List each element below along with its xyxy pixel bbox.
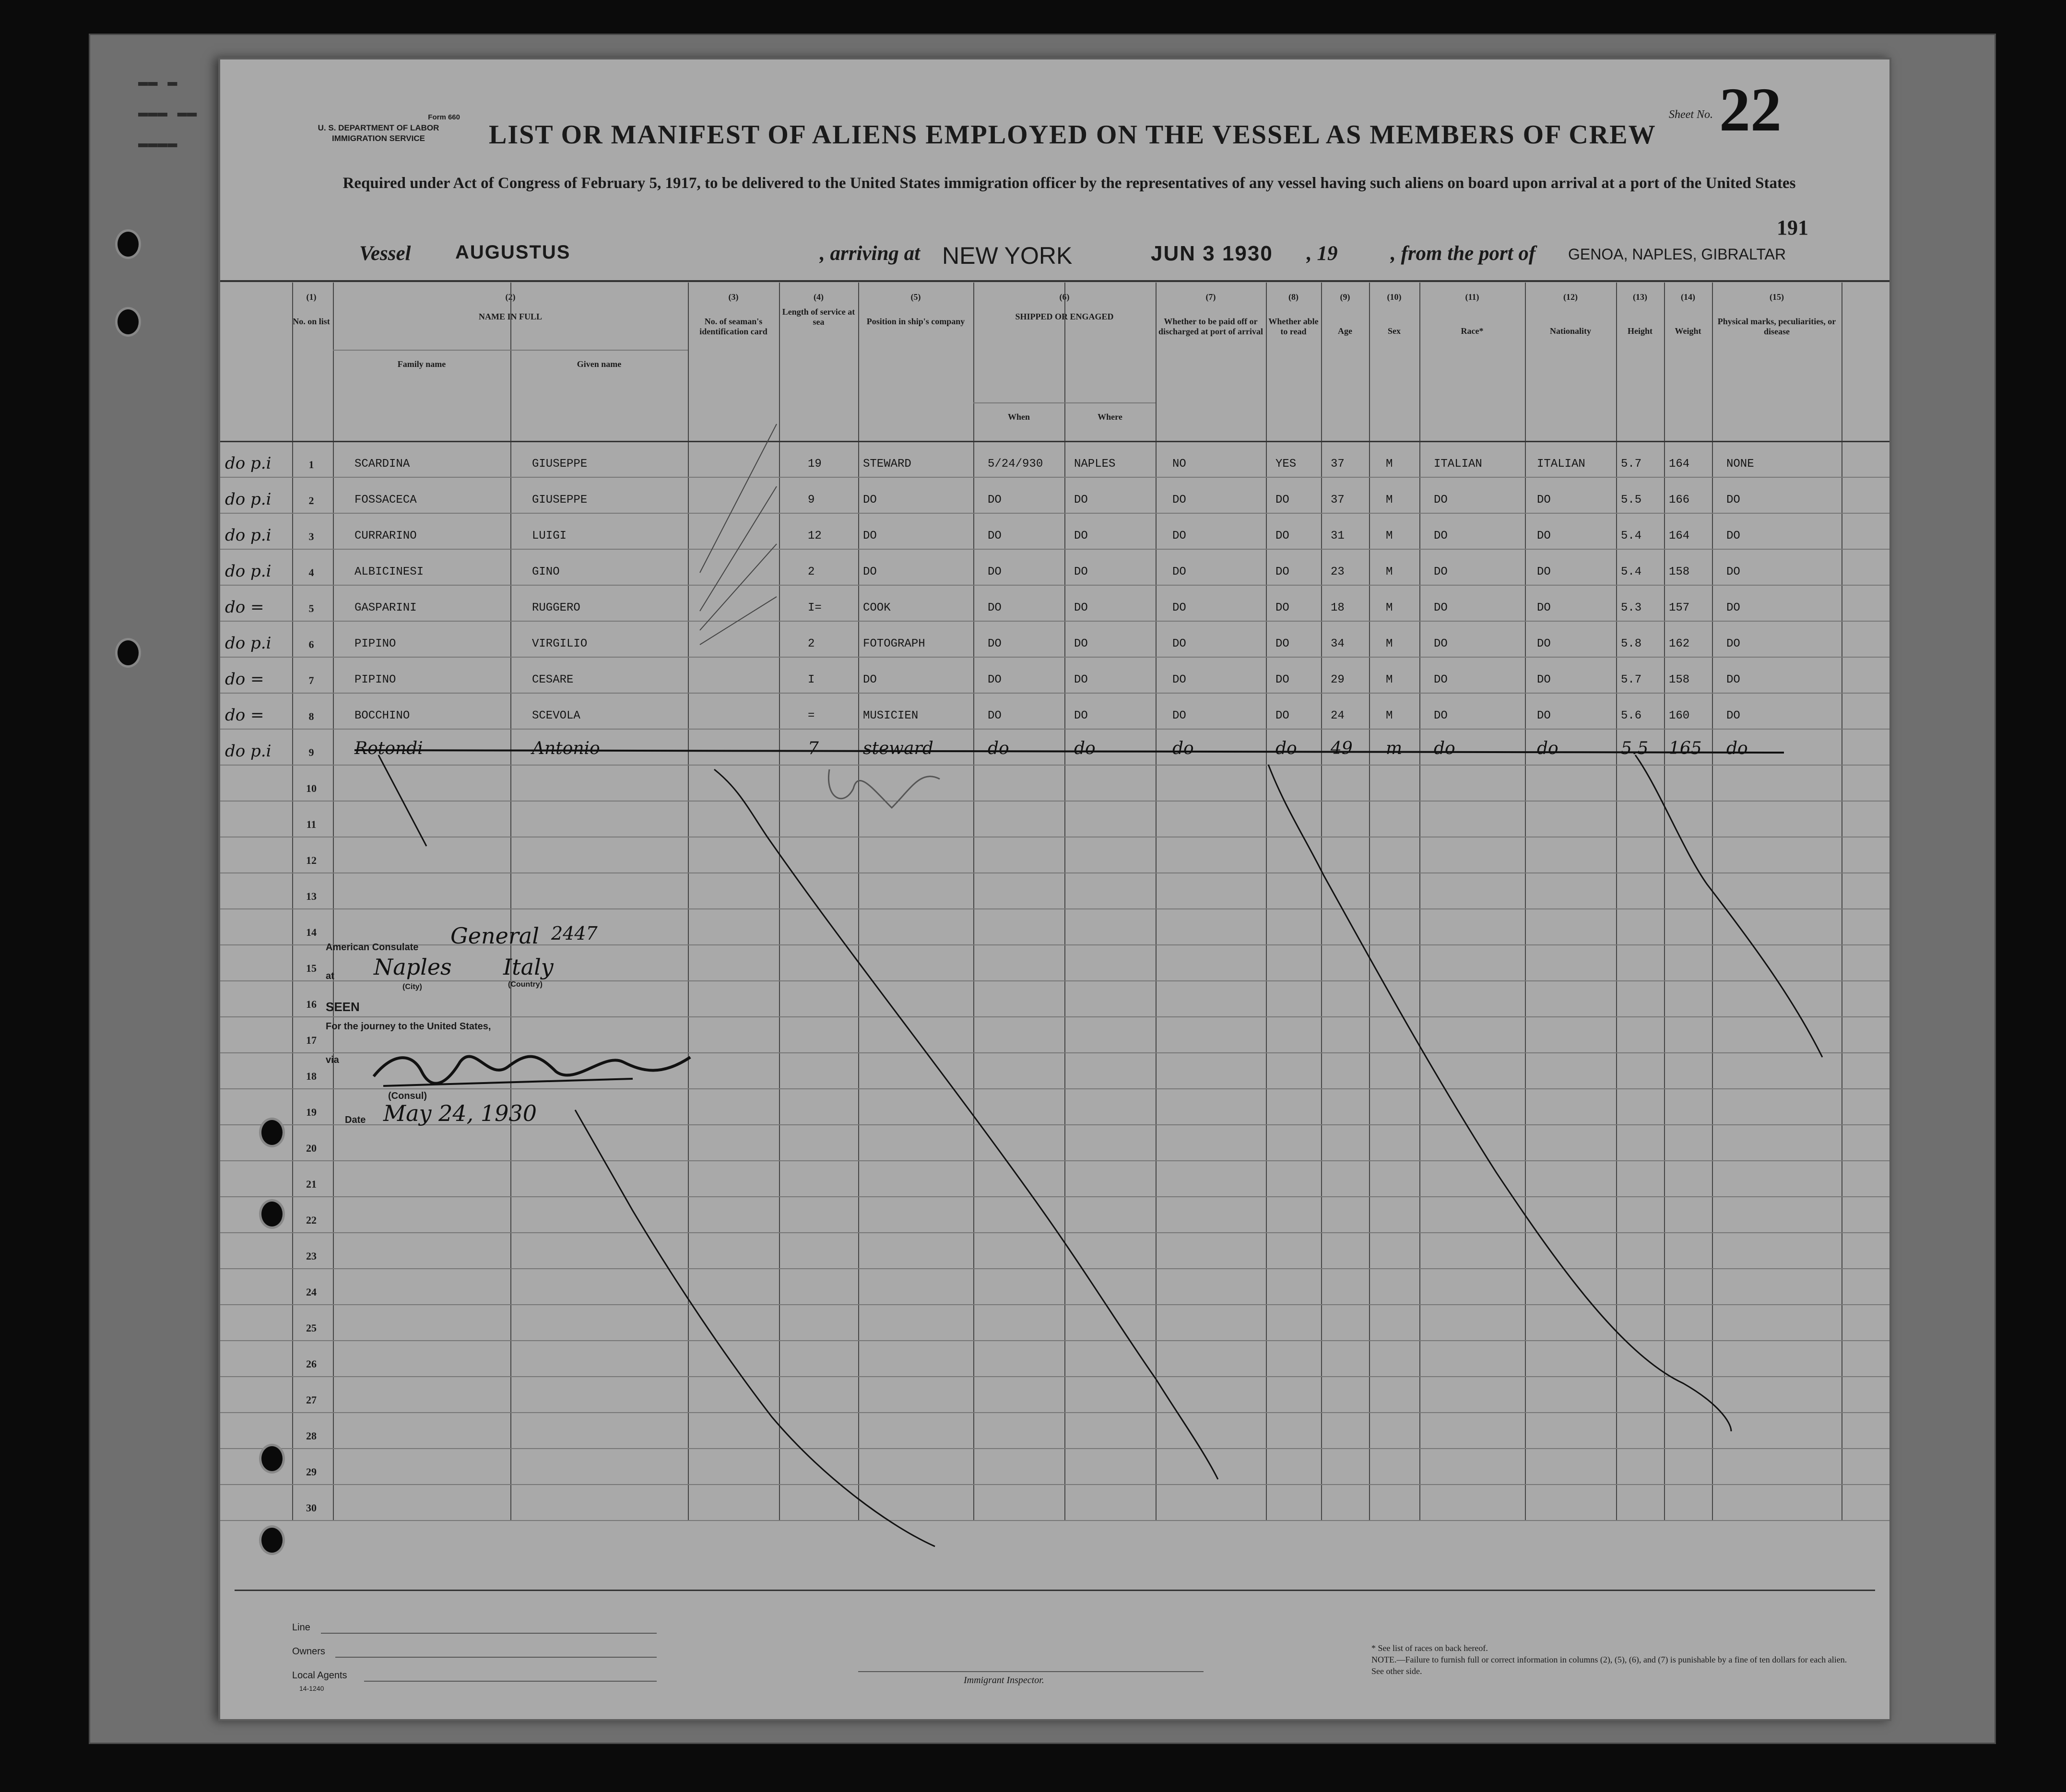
col3-header: (3) No. of seaman's identification card [699,292,767,336]
row-number: 21 [306,1178,317,1190]
row-number: 9 [308,746,314,758]
cell-weight: 158 [1669,673,1690,686]
cell-when: DO [988,709,1002,722]
service-name: IMMIGRATION SERVICE [332,134,425,143]
owners-field [335,1657,657,1658]
margin-annotation: do p.i [225,454,272,473]
document-title: LIST OR MANIFEST OF ALIENS EMPLOYED ON THE VESSEL AS MEMBERS OF CREW [489,120,1656,150]
cell-position: steward [863,739,933,758]
row-number: 4 [308,566,314,578]
cell-paid: DO [1172,709,1186,722]
cell-nationality: DO [1537,673,1551,686]
cell-nationality: DO [1537,566,1551,578]
cell-service: I= [808,601,822,614]
cell-family: PIPINO [354,673,396,686]
col8-header: (8) Whether able to read [1268,292,1319,336]
cell-read: DO [1275,530,1289,542]
department-name: U. S. DEPARTMENT OF LABOR [318,123,439,132]
cell-family: BOCCHINO [354,709,410,722]
cell-read: DO [1275,494,1289,507]
form-number: Form 660 [428,113,460,121]
cell-race: DO [1434,637,1448,650]
cell-where: do [1074,739,1096,758]
binder-hole [259,1199,285,1229]
cancellation-lines [220,59,1889,1719]
margin-annotation: do p.i [225,634,272,653]
cell-marks: do [1726,739,1748,758]
cell-weight: 160 [1669,709,1690,722]
cell-when: DO [988,637,1002,650]
sheet-number: 22 [1719,75,1782,144]
cell-position: DO [863,673,877,686]
cell-marks: DO [1726,494,1740,507]
sheet-number-label: Sheet No. [1669,108,1713,121]
cell-marks: NONE [1726,458,1754,471]
cell-height: 5.5 [1621,494,1642,507]
col6b-header: Where [1098,412,1122,422]
cell-paid: do [1172,739,1194,758]
row-number: 27 [306,1394,317,1406]
cell-sex: M [1386,494,1393,507]
footnote-penalty: NOTE.—Failure to furnish full or correct information in columns (2), (5), (6), and (7) is punishable by a fine of ten dollars for each alien. See other side. [1371,1655,1847,1676]
row-number: 12 [306,854,317,866]
binder-hole [259,1525,285,1555]
cell-sex: M [1386,530,1393,542]
cell-where: DO [1074,530,1088,542]
arriving-label: , arriving at [820,242,921,265]
line-label: Line [292,1622,310,1633]
owners-label: Owners [292,1646,325,1657]
margin-annotation: do p.i [225,742,272,761]
cell-age: 24 [1331,709,1345,722]
cell-when: DO [988,673,1002,686]
cell-position: DO [863,530,877,542]
cell-service: 2 [808,637,815,650]
cell-family: FOSSACECA [354,494,417,507]
cell-race: DO [1434,530,1448,542]
cell-age: 34 [1331,637,1345,650]
binder-hole [115,229,141,259]
cell-given: GINO [532,566,560,578]
binder-hole [259,1444,285,1474]
col11-header: (11) Race* [1461,292,1484,336]
row-number: 25 [306,1322,317,1334]
cell-age: 49 [1331,739,1353,758]
cell-when: DO [988,601,1002,614]
cell-family: ALBICINESI [354,566,424,578]
cell-nationality: DO [1537,637,1551,650]
arrival-port: NEW YORK [942,242,1073,269]
cell-height: 5.7 [1621,673,1642,686]
cell-marks: DO [1726,637,1740,650]
row-number: 13 [306,890,317,902]
cell-service: 7 [808,739,819,758]
cell-nationality: DO [1537,530,1551,542]
row-number: 3 [308,531,314,542]
cell-position: DO [863,566,877,578]
row-number: 18 [306,1070,317,1082]
footnote [1371,1642,1851,1677]
col5-header: (5) Position in ship's company [866,292,965,326]
cell-race: DO [1434,601,1448,614]
row-number: 8 [308,710,314,722]
cell-when: DO [988,494,1002,507]
under-page-stamp: ▬▬ ▬ ▬▬▬ ▬▬ ▬▬▬▬ [138,73,197,153]
cell-position: STEWARD [863,458,911,471]
cell-paid: DO [1172,566,1186,578]
row-number: 7 [308,674,314,686]
page-number: 191 [1777,216,1808,239]
cell-marks: DO [1726,530,1740,542]
col15-header: (15) Physical marks, peculiarities, or disease [1717,292,1836,336]
cell-height: 5.7 [1621,458,1642,471]
cell-service: I [808,673,815,686]
from-port-label: , from the port of [1391,242,1536,265]
cell-weight: 157 [1669,601,1690,614]
col1-header: (1) No. on list [293,292,330,326]
cell-given: GIUSEPPE [532,458,588,471]
cell-given: RUGGERO [532,601,580,614]
margin-annotation: do p.i [225,490,272,509]
cell-height: 5.6 [1621,709,1642,722]
row-number: 16 [306,998,317,1010]
city-label: (City) [402,983,422,991]
american-consulate-label: American Consulate [326,942,419,953]
cell-weight: 158 [1669,566,1690,578]
cell-family: CURRARINO [354,530,417,542]
consulate-type: General [450,923,539,949]
cell-marks: DO [1726,601,1740,614]
cell-nationality: do [1537,739,1558,758]
cell-where: DO [1074,637,1088,650]
cell-family: Rotondi [354,739,423,758]
cell-paid: NO [1172,458,1186,471]
binder-hole [115,307,141,337]
cell-height: 5.5 [1621,739,1649,758]
cell-where: DO [1074,709,1088,722]
cell-where: DO [1074,494,1088,507]
cell-read: DO [1275,709,1289,722]
cell-position: MUSICIEN [863,709,919,722]
row-number: 5 [308,602,314,614]
cell-service: 19 [808,458,822,471]
row-number: 15 [306,962,317,974]
footer-rule [235,1590,1875,1591]
cell-read: do [1275,739,1297,758]
margin-annotation: do p.i [225,526,272,545]
row-number: 19 [306,1106,317,1118]
row-number: 6 [308,638,314,650]
cell-age: 29 [1331,673,1345,686]
col7-header: (7) Whether to be paid off or discharged at port of arrival [1158,292,1263,336]
cell-nationality: ITALIAN [1537,458,1585,471]
cell-given: GIUSEPPE [532,494,588,507]
cell-position: FOTOGRAPH [863,637,925,650]
cell-nationality: DO [1537,494,1551,507]
cell-service: 12 [808,530,822,542]
col2b-header: Given name [577,359,622,369]
cell-age: 18 [1331,601,1345,614]
col10-header: (10) Sex [1387,292,1402,336]
cell-read: DO [1275,637,1289,650]
col6a-header: When [1007,412,1030,422]
cell-given: VIRGILIO [532,637,588,650]
cell-race: DO [1434,709,1448,722]
cell-age: 37 [1331,458,1345,471]
cell-weight: 165 [1669,739,1702,758]
col12-header: (12) Nationality [1549,292,1591,336]
act-of-congress-text: Required under Act of Congress of February 5, 1917, to be delivered to the United States immigration officer by the representatives of any vessel having such aliens on board upon arrival at a port of the United States [342,175,1796,192]
cell-paid: DO [1172,673,1186,686]
cell-where: DO [1074,566,1088,578]
seen-label: SEEN [326,1000,360,1014]
cell-given: LUIGI [532,530,567,542]
departure-ports: GENOA, NAPLES, GIBRALTAR [1568,246,1786,263]
cell-paid: DO [1172,494,1186,507]
cell-where: NAPLES [1074,458,1116,471]
cell-position: COOK [863,601,891,614]
local-agents-field [364,1681,657,1682]
country-label: (Country) [508,980,543,989]
cell-service: 2 [808,566,815,578]
margin-annotation: do p.i [225,562,272,581]
cell-marks: DO [1726,566,1740,578]
cell-given: CESARE [532,673,574,686]
col6-header: (6) SHIPPED OR ENGAGED [1015,292,1114,321]
row-number: 23 [306,1250,317,1262]
arrival-date-stamp: JUN 3 1930 [1151,242,1273,265]
col14-header: (14) Weight [1675,292,1701,336]
margin-annotation: do = [225,706,264,725]
margin-annotation: do = [225,670,264,689]
row-number: 1 [308,459,314,471]
cell-weight: 164 [1669,458,1690,471]
cell-marks: DO [1726,709,1740,722]
consul-label: (Consul) [388,1091,427,1101]
cell-age: 31 [1331,530,1345,542]
cell-given: SCEVOLA [532,709,580,722]
cell-when: DO [988,530,1002,542]
row-number: 30 [306,1502,317,1514]
footnote-races: * See list of races on back hereof. [1371,1643,1488,1653]
cell-height: 5.4 [1621,530,1642,542]
cell-sex: m [1386,739,1403,758]
cell-age: 23 [1331,566,1345,578]
cell-race: DO [1434,494,1448,507]
cell-race: DO [1434,566,1448,578]
vessel-label: Vessel [359,242,411,265]
cell-weight: 166 [1669,494,1690,507]
cell-where: DO [1074,673,1088,686]
col13-header: (13) Height [1628,292,1653,336]
cell-sex: M [1386,637,1393,650]
cell-position: DO [863,494,877,507]
cell-where: DO [1074,601,1088,614]
cell-read: DO [1275,601,1289,614]
form-code: 14-1240 [299,1685,324,1692]
cell-weight: 162 [1669,637,1690,650]
row-number: 29 [306,1466,317,1478]
col2-header: (2) NAME IN FULL [478,292,542,321]
col4-header: (4) Length of service at sea [782,292,855,327]
manifest-sheet [218,58,1891,1721]
cell-read: YES [1275,458,1297,471]
row-number: 26 [306,1358,317,1370]
col9-header: (9) Age [1338,292,1352,336]
cell-when: 5/24/930 [988,458,1043,471]
binder-hole [115,638,141,668]
binder-hole [259,1118,285,1147]
margin-annotation: do = [225,598,264,617]
cell-marks: DO [1726,673,1740,686]
local-agents-label: Local Agents [292,1670,347,1681]
cell-paid: DO [1172,637,1186,650]
cell-height: 5.8 [1621,637,1642,650]
cell-when: do [988,739,1009,758]
cell-family: PIPINO [354,637,396,650]
cell-age: 37 [1331,494,1345,507]
cell-race: ITALIAN [1434,458,1482,471]
year-label: , 19 [1307,242,1338,265]
cell-sex: M [1386,458,1393,471]
row-number: 11 [306,818,317,830]
cell-weight: 164 [1669,530,1690,542]
row-number: 17 [306,1034,317,1046]
cell-when: DO [988,566,1002,578]
row-number: 2 [308,495,314,507]
cell-sex: M [1386,673,1393,686]
cell-height: 5.4 [1621,566,1642,578]
inspector-field [858,1671,1204,1672]
via-label: via [326,1055,339,1065]
cell-paid: DO [1172,530,1186,542]
cell-nationality: DO [1537,709,1551,722]
col2a-header: Family name [397,359,446,369]
line-field [321,1633,657,1634]
at-label: at [326,971,334,981]
cell-sex: M [1386,566,1393,578]
consular-date: May 24, 1930 [383,1100,537,1126]
cell-height: 5.3 [1621,601,1642,614]
cell-sex: M [1386,709,1393,722]
cell-paid: DO [1172,601,1186,614]
row-number: 28 [306,1430,317,1442]
cell-read: DO [1275,566,1289,578]
cell-race: DO [1434,673,1448,686]
vessel-name: AUGUSTUS [455,242,571,263]
inspector-label: Immigrant Inspector. [964,1675,1044,1686]
city-name: Naples [374,954,452,980]
cell-service: = [808,709,815,722]
date-label: Date [345,1115,366,1125]
row-number: 14 [306,926,317,938]
cell-read: DO [1275,673,1289,686]
cell-service: 9 [808,494,815,507]
country-name: Italy [503,954,554,980]
cell-nationality: DO [1537,601,1551,614]
cell-family: GASPARINI [354,601,417,614]
cell-given: Antonio [532,739,600,758]
cell-sex: M [1386,601,1393,614]
consulate-number: 2447 [551,923,598,944]
row-number: 22 [306,1214,317,1226]
journey-text: For the journey to the United States, [326,1021,491,1032]
cell-race: do [1434,739,1455,758]
cell-family: SCARDINA [354,458,410,471]
row-number: 10 [306,782,317,794]
row-number: 24 [306,1286,317,1298]
row-number: 20 [306,1142,317,1154]
